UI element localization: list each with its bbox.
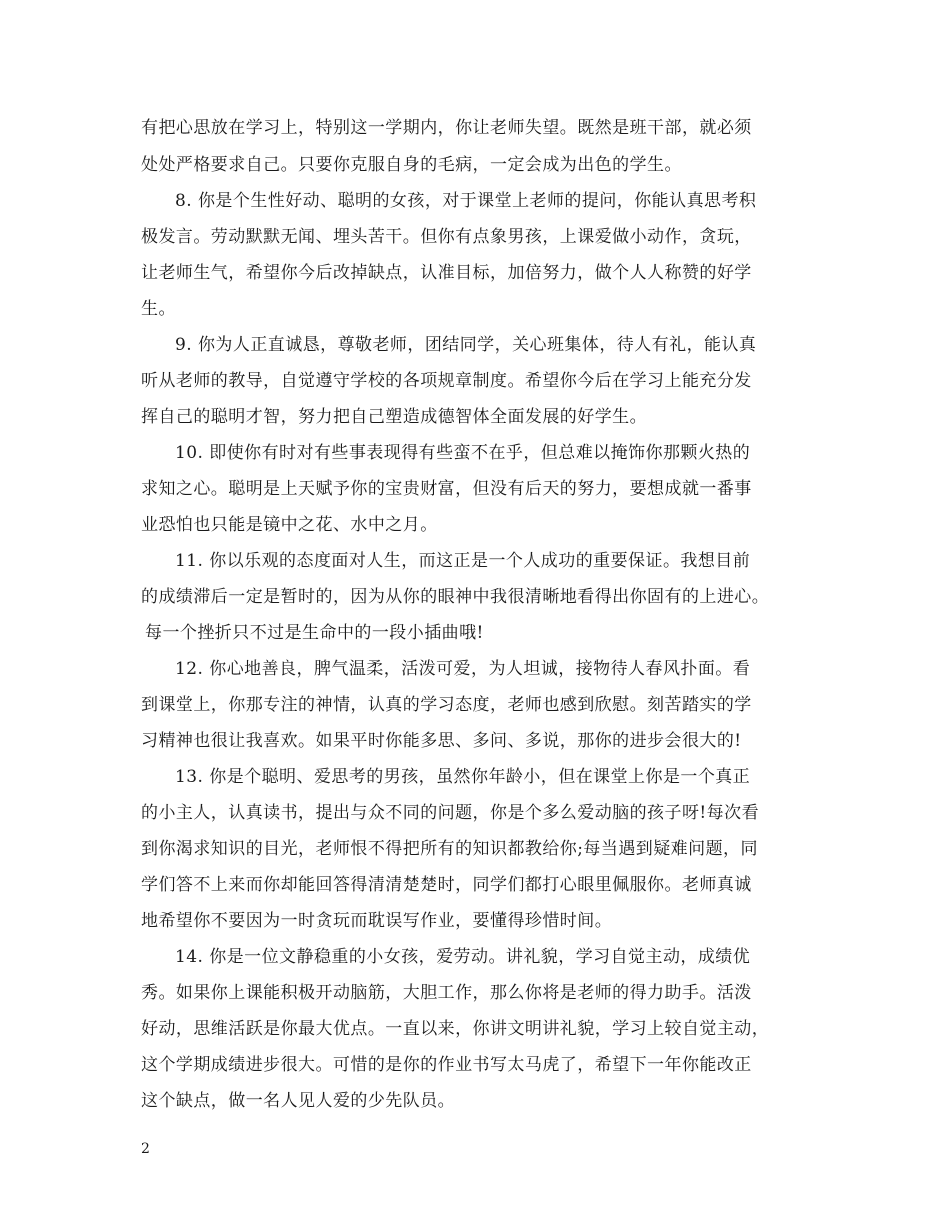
text-line: 好动，思维活跃是你最大优点。一直以来，你讲文明讲礼貌，学习上较自觉主动，: [141, 1019, 770, 1039]
text-line: 挥自己的聪明才智，努力把自己塑造成德智体全面发展的好学生。: [141, 407, 648, 427]
text-line: 求知之心。聪明是上天赋予你的宝贵财富，但没有后天的努力，要想成就一番事: [141, 479, 752, 499]
text-line: 到你渴求知识的目光，老师恨不得把所有的知识都教给你;每当遇到疑难问题，同: [141, 839, 758, 859]
text-line: 这个学期成绩进步很大。可惜的是你的作业书写太马虎了，希望下一年你能改正: [141, 1055, 752, 1075]
text-line: 地希望你不要因为一时贪玩而耽误写作业，要懂得珍惜时间。: [141, 911, 613, 931]
page-number: 2: [141, 1141, 150, 1157]
text-line: 10. 即使你有时对有些事表现得有些蛮不在乎，但总难以掩饰你那颗火热的: [175, 443, 751, 463]
text-line: 的成绩滞后一定是暂时的，因为从你的眼神中我很清晰地看得出你固有的上进心。: [141, 587, 770, 607]
text-line: 秀。如果你上课能积极开动脑筋，大胆工作，那么你将是老师的得力助手。活泼: [141, 983, 752, 1003]
text-line: 学们答不上来而你却能回答得清清楚楚时，同学们都打心眼里佩服你。老师真诚: [141, 875, 752, 895]
text-line: 极发言。劳动默默无闻、埋头苦干。但你有点象男孩，上课爱做小动作，贪玩，: [141, 227, 752, 247]
text-line: 让老师生气，希望你今后改掉缺点，认准目标，加倍努力，做个人人称赞的好学: [141, 263, 752, 283]
text-line: 8. 你是个生性好动、聪明的女孩，对于课堂上老师的提问，你能认真思考积: [175, 191, 757, 211]
text-line: 这个缺点，做一名人见人爱的少先队员。: [141, 1091, 456, 1111]
text-line: 9. 你为人正直诚恳，尊敬老师，团结同学，关心班集体，待人有礼，能认真: [175, 335, 757, 355]
text-line: 12. 你心地善良，脾气温柔，活泼可爱，为人坦诚，接物待人春风扑面。看: [175, 659, 751, 679]
text-line: 每一个挫折只不过是生命中的一段小插曲哦!: [145, 623, 484, 643]
text-line: 听从老师的教导，自觉遵守学校的各项规章制度。希望你今后在学习上能充分发: [141, 371, 752, 391]
text-line: 有把心思放在学习上，特别这一学期内，你让老师失望。既然是班干部，就必须: [141, 118, 752, 138]
text-line: 11. 你以乐观的态度面对人生，而这正是一个人成功的重要保证。我想目前: [175, 551, 751, 571]
text-line: 的小主人，认真读书，提出与众不同的问题，你是个多么爱动脑的孩子呀!每次看: [141, 803, 760, 823]
text-line: 到课堂上，你那专注的神情，认真的学习态度，老师也感到欣慰。刻苦踏实的学: [141, 695, 752, 715]
text-line: 习精神也很让我喜欢。如果平时你能多思、多问、多说，那你的进步会很大的!: [141, 731, 742, 751]
text-line: 处处严格要求自己。只要你克服自身的毛病，一定会成为出色的学生。: [141, 155, 682, 175]
text-line: 13. 你是个聪明、爱思考的男孩，虽然你年龄小，但在课堂上你是一个真正: [175, 767, 751, 787]
text-line: 生。: [141, 299, 176, 319]
text-line: 业恐怕也只能是镜中之花、水中之月。: [141, 515, 438, 535]
text-line: 14. 你是一位文静稳重的小女孩，爱劳动。讲礼貌，学习自觉主动，成绩优: [175, 947, 751, 967]
